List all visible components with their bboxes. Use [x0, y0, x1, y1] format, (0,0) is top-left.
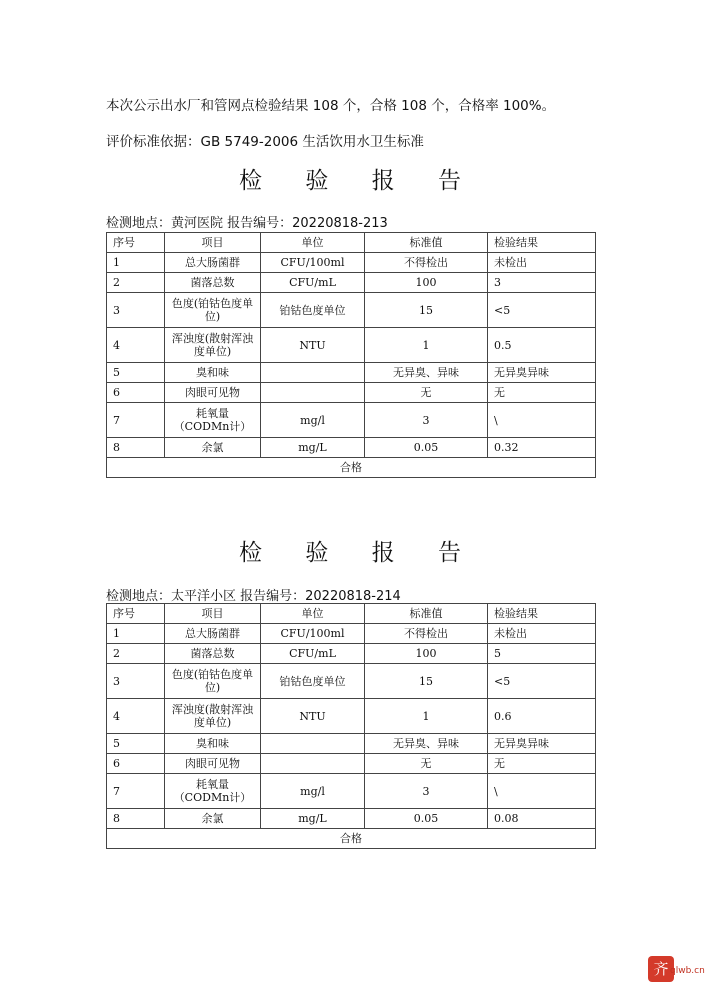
table-header-row: [107, 233, 596, 253]
conclusion-row: [107, 458, 596, 478]
cell-unit: CFU/mL: [261, 273, 365, 293]
cell-result: 0.6: [488, 699, 596, 734]
table-row: [107, 734, 596, 754]
cell-no: 7: [107, 774, 165, 809]
cell-no: 1: [107, 253, 165, 273]
cell-item: 总大肠菌群: [165, 253, 261, 273]
conclusion-cell: 合格: [107, 458, 596, 478]
cell-result: 0.32: [488, 438, 596, 458]
cell-item: 肉眼可见物: [165, 383, 261, 403]
table-row: [107, 293, 596, 328]
header-result: 检验结果: [488, 604, 596, 624]
cell-standard: 3: [365, 403, 488, 438]
table-row: [107, 774, 596, 809]
table-row: [107, 754, 596, 774]
cell-no: 4: [107, 699, 165, 734]
cell-standard: 1: [365, 699, 488, 734]
cell-result: 5: [488, 644, 596, 664]
cell-item: 色度(铂钴色度单位): [165, 664, 261, 699]
cell-no: 6: [107, 383, 165, 403]
cell-standard: 无: [365, 383, 488, 403]
cell-no: 7: [107, 403, 165, 438]
table-header-row: [107, 604, 596, 624]
cell-standard: 100: [365, 273, 488, 293]
cell-result: 未检出: [488, 624, 596, 644]
cell-unit: mg/L: [261, 809, 365, 829]
cell-result: 3: [488, 273, 596, 293]
cell-standard: 0.05: [365, 438, 488, 458]
header-standard: 标准值: [365, 233, 488, 253]
cell-result: <5: [488, 664, 596, 699]
cell-item: 色度(铂钴色度单位): [165, 293, 261, 328]
cell-no: 3: [107, 664, 165, 699]
cell-result: 无异臭异味: [488, 734, 596, 754]
cell-result: <5: [488, 293, 596, 328]
cell-no: 6: [107, 754, 165, 774]
cell-result: 无: [488, 754, 596, 774]
table-row: [107, 438, 596, 458]
cell-item: 浑浊度(散射浑浊度单位): [165, 328, 261, 363]
cell-no: 5: [107, 734, 165, 754]
cell-item: 余氯: [165, 438, 261, 458]
cell-item: 菌落总数: [165, 644, 261, 664]
report-table: [106, 232, 596, 478]
cell-standard: 不得检出: [365, 253, 488, 273]
cell-standard: 不得检出: [365, 624, 488, 644]
cell-item: 耗氧量（CODMn计）: [165, 403, 261, 438]
cell-no: 3: [107, 293, 165, 328]
cell-unit: [261, 754, 365, 774]
conclusion-row: [107, 829, 596, 849]
header-item: 项目: [165, 604, 261, 624]
cell-standard: 1: [365, 328, 488, 363]
report-title: 检 验 报 告: [239, 168, 479, 194]
cell-unit: NTU: [261, 328, 365, 363]
intro-summary: 本次公示出水厂和管网点检验结果 108 个，合格 108 个，合格率 100%。: [106, 98, 556, 114]
intro-standard: 评价标准依据：GB 5749-2006 生活饮用水卫生标准: [106, 134, 424, 150]
table-row: [107, 809, 596, 829]
report-title: 检 验 报 告: [239, 540, 479, 566]
cell-no: 1: [107, 624, 165, 644]
header-unit: 单位: [261, 604, 365, 624]
cell-no: 8: [107, 438, 165, 458]
cell-no: 8: [107, 809, 165, 829]
header-standard: 标准值: [365, 604, 488, 624]
cell-no: 2: [107, 273, 165, 293]
cell-standard: 3: [365, 774, 488, 809]
cell-unit: CFU/100ml: [261, 253, 365, 273]
table-row: [107, 624, 596, 644]
cell-item: 总大肠菌群: [165, 624, 261, 644]
cell-standard: 0.05: [365, 809, 488, 829]
cell-no: 2: [107, 644, 165, 664]
cell-standard: 无: [365, 754, 488, 774]
cell-result: 未检出: [488, 253, 596, 273]
cell-unit: 铂钴色度单位: [261, 664, 365, 699]
table-row: [107, 273, 596, 293]
cell-unit: [261, 383, 365, 403]
cell-standard: 无异臭、异味: [365, 363, 488, 383]
cell-unit: CFU/mL: [261, 644, 365, 664]
cell-unit: mg/l: [261, 774, 365, 809]
header-unit: 单位: [261, 233, 365, 253]
cell-item: 耗氧量（CODMn计）: [165, 774, 261, 809]
cell-unit: [261, 734, 365, 754]
cell-standard: 无异臭、异味: [365, 734, 488, 754]
table-row: [107, 403, 596, 438]
cell-unit: mg/l: [261, 403, 365, 438]
cell-unit: [261, 363, 365, 383]
table-row: [107, 644, 596, 664]
cell-result: \: [488, 403, 596, 438]
cell-result: 无: [488, 383, 596, 403]
cell-result: \: [488, 774, 596, 809]
table-row: [107, 328, 596, 363]
cell-no: 5: [107, 363, 165, 383]
report-location: 检测地点：黄河医院 报告编号：20220818-213: [106, 216, 388, 231]
cell-result: 0.5: [488, 328, 596, 363]
header-result: 检验结果: [488, 233, 596, 253]
cell-unit: 铂钴色度单位: [261, 293, 365, 328]
cell-standard: 15: [365, 293, 488, 328]
table-row: [107, 664, 596, 699]
cell-unit: CFU/100ml: [261, 624, 365, 644]
cell-item: 臭和味: [165, 363, 261, 383]
cell-item: 菌落总数: [165, 273, 261, 293]
table-row: [107, 253, 596, 273]
cell-item: 浑浊度(散射浑浊度单位): [165, 699, 261, 734]
cell-item: 肉眼可见物: [165, 754, 261, 774]
report-location: 检测地点：太平洋小区 报告编号：20220818-214: [106, 589, 401, 604]
cell-item: 余氯: [165, 809, 261, 829]
header-no: 序号: [107, 233, 165, 253]
watermark-logo: [648, 956, 705, 982]
watermark-text: qlwb.cn: [670, 966, 705, 976]
table-row: [107, 383, 596, 403]
watermark-seal: 齐: [648, 956, 674, 982]
report-table: [106, 603, 596, 849]
header-item: 项目: [165, 233, 261, 253]
cell-result: 0.08: [488, 809, 596, 829]
cell-standard: 100: [365, 644, 488, 664]
cell-result: 无异臭异味: [488, 363, 596, 383]
table-row: [107, 699, 596, 734]
cell-unit: mg/L: [261, 438, 365, 458]
header-no: 序号: [107, 604, 165, 624]
cell-no: 4: [107, 328, 165, 363]
cell-unit: NTU: [261, 699, 365, 734]
conclusion-cell: 合格: [107, 829, 596, 849]
cell-item: 臭和味: [165, 734, 261, 754]
cell-standard: 15: [365, 664, 488, 699]
table-row: [107, 363, 596, 383]
